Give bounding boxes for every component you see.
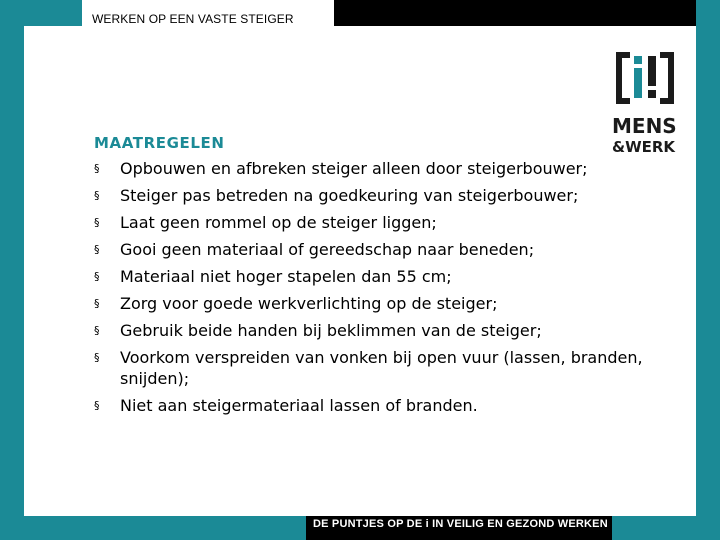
bullet-icon: § [94, 399, 100, 412]
bullet-icon: § [94, 270, 100, 283]
slide-header-title: WERKEN OP EEN VASTE STEIGER [92, 12, 294, 26]
list-item: § Gooi geen materiaal of gereedschap naar beneden; [94, 240, 535, 259]
list-item: § Steiger pas betreden na goedkeuring van steigerbouwer; [94, 186, 579, 205]
bullet-icon: § [94, 162, 100, 175]
bullet-icon: § [94, 297, 100, 310]
list-item: § Niet aan steigermateriaal lassen of branden. [94, 396, 478, 415]
bullet-icon: § [94, 216, 100, 229]
top-black-bar [334, 0, 696, 26]
list-item: § Opbouwen en afbreken steiger alleen door steigerbouwer; [94, 159, 588, 178]
top-accent-bar [24, 0, 82, 26]
bullet-icon: § [94, 189, 100, 202]
bullet-icon: § [94, 351, 100, 364]
bullet-icon: § [94, 243, 100, 256]
list-item: § Laat geen rommel op de steiger liggen; [94, 213, 437, 232]
measures-list [92, 158, 652, 422]
list-item: § Zorg voor goede werkverlichting op de steiger; [94, 294, 498, 313]
list-item: § Voorkom verspreiden van vonken bij open vuur (lassen, branden, snijden); [94, 348, 643, 388]
mens-werk-logo-icon [612, 48, 678, 108]
logo-text-mens: MENS [612, 114, 677, 138]
footer-slogan: DE PUNTJES OP DE i IN VEILIG EN GEZOND WERKEN [313, 518, 608, 530]
list-item: § Materiaal niet hoger stapelen dan 55 cm; [94, 267, 452, 286]
frame-right-bar [696, 0, 720, 540]
frame-left-bar [0, 0, 24, 540]
bullet-icon: § [94, 324, 100, 337]
section-title: MAATREGELEN [94, 134, 225, 152]
list-item: § Gebruik beide handen bij beklimmen van de steiger; [94, 321, 542, 340]
logo-text-werk: &WERK [612, 138, 676, 156]
